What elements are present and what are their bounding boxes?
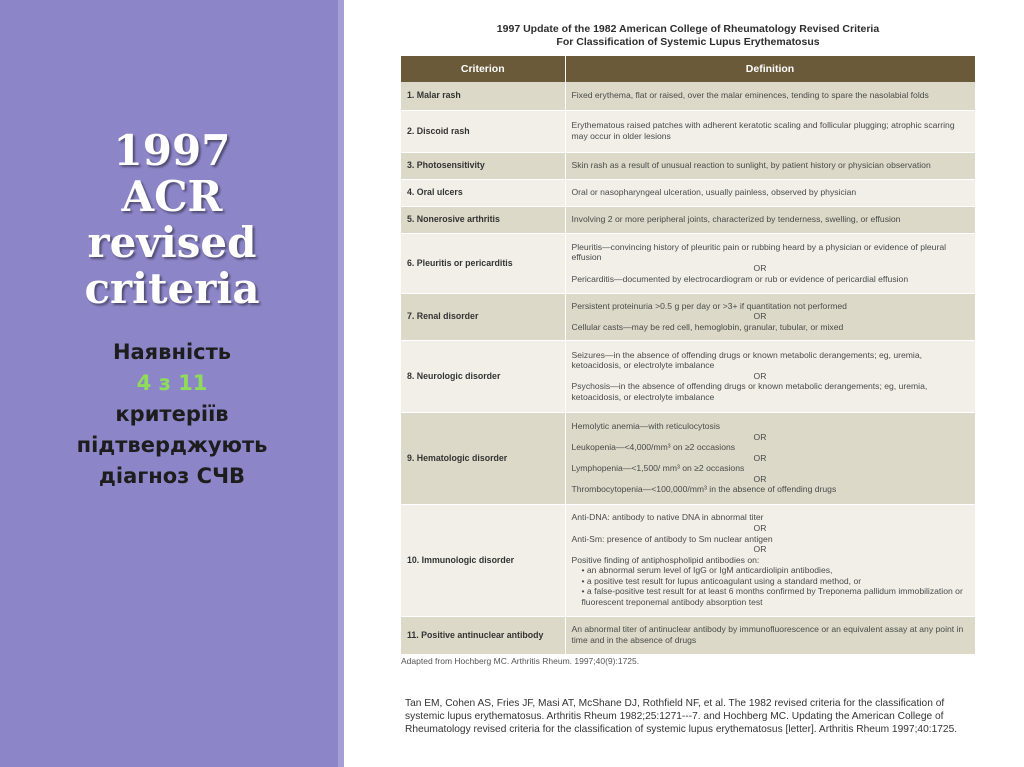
definition-line: • a false-positive test result for at least 6 months confirmed by Treponema pallidum immobilization or fluorescent treponemal antibody absorption test [581,586,963,608]
table-row [401,340,975,412]
definition-cell [565,340,975,412]
title-line: revised [87,218,257,267]
slide-title [0,128,344,312]
or-separator: OR [753,544,767,555]
table-source: Adapted from Hochberg MC. Arthritis Rheum. 1997;40(9):1725. [401,656,640,666]
table-row [401,504,975,616]
criterion-cell: 2. Discoid rash [401,110,565,152]
subtitle-line: Наявність [112,340,232,364]
definition-line: Pleuritis—convincing history of pleuritic pain or rubbing heard by a physician or evidence of pleural effusion [571,241,947,263]
or-separator: OR [753,370,767,381]
table-row [401,412,975,504]
or-separator: OR [753,473,767,484]
definition-line: Thrombocytopenia—<100,000/mm³ in the absence of offending drugs [571,484,837,495]
criteria-table-body [401,82,975,654]
criterion-header: Criterion [401,56,565,82]
or-separator: OR [753,263,767,273]
definition-line: An abnormal titer of antinuclear antibody by immunofluorescence or an equivalent assay at any point in time and in the absence of drugs [571,624,964,645]
criterion-cell: 8. Neurologic disorder [401,340,565,412]
definition-line: Oral or nasopharyngeal ulceration, usually painless, observed by physician [571,187,857,198]
definition-line: Psychosis—in the absence of offending drugs or known metabolic derangements; eg, uremia, ketoacidosis, or electrolyte imbalance [571,381,928,402]
definition-cell [565,179,975,206]
title-line: 1997 [113,126,231,175]
definition-line: Cellular casts—may be red cell, hemoglobin, granular, tubular, or mixed [571,321,844,332]
criterion-cell: 1. Malar rash [401,82,565,110]
definition-line: Persistent proteinuria >0.5 g per day or >3+ if quantitation not performed [571,300,847,311]
document-title-line: 1997 Update of the 1982 American College of Rheumatology Revised Criteria [496,23,880,35]
definition-cell [565,152,975,179]
definition-line: Fixed erythema, flat or raised, over the malar eminences, tending to spare the nasolabial folds [571,90,929,101]
definition-line: • an abnormal serum level of IgG or IgM anticardiolipin antibodies, [581,565,833,576]
criterion-cell: 3. Photosensitivity [401,152,565,179]
table-row [401,179,975,206]
subtitle-line: діагноз СЧВ [98,464,246,488]
definition-line: Leukopenia—<4,000/mm³ on ≥2 occasions [571,442,736,453]
definition-line: Skin rash as a result of unusual reaction to sunlight, by patient history or physician observation [571,160,931,171]
document-title [400,23,976,49]
table-row [401,616,975,654]
definition-header: Definition [565,56,975,82]
definition-line: Anti-Sm: presence of antibody to Sm nuclear antigen [571,533,773,544]
criterion-cell: 7. Renal disorder [401,293,565,340]
definition-cell [565,293,975,340]
definition-cell [565,110,975,152]
or-separator: OR [753,431,767,442]
definition-cell [565,206,975,233]
document-title-line: For Classification of Systemic Lupus Erythematosus [556,36,820,48]
criteria-table [401,56,976,655]
criterion-cell: 5. Nonerosive arthritis [401,206,565,233]
criterion-cell: 6. Pleuritis or pericarditis [401,233,565,293]
criterion-cell: 4. Oral ulcers [401,179,565,206]
or-separator: OR [753,311,767,322]
table-row [401,233,975,293]
or-separator: OR [753,452,767,463]
or-separator: OR [753,522,767,533]
title-line: criteria [84,264,260,313]
definition-line: Lymphopenia—<1,500/ mm³ on ≥2 occasions [571,463,745,474]
subtitle-line: підтверджують [76,433,268,457]
table-header-row [401,56,975,82]
definition-cell [565,412,975,504]
table-row [401,206,975,233]
definition-line: • a positive test result for lupus anticoagulant using a standard method, or [581,575,862,586]
slide-subtitle [0,337,344,492]
table-row [401,82,975,110]
reference-citation: Tan EM, Cohen AS, Fries JF, Masi AT, McShane DJ, Rothfield NF, et al. The 1982 revised criteria for the classification of systemic lupus erythematosus. Arthritis Rheum 1982;25:1271---7. and Hochberg MC. Updating the American College of Rheumatology revised criteria for the classification of systemic lupus erythematosus [letter]. Arthritis Rheum 1997;40:1725. [405,698,958,735]
criterion-cell: 10. Immunologic disorder [401,504,565,616]
title-line: ACR [121,172,223,221]
definition-line: Involving 2 or more peripheral joints, characterized by tenderness, swelling, or effusion [571,214,901,225]
definition-cell [565,616,975,654]
subtitle-highlight: 4 з 11 [136,371,208,395]
criterion-cell: 9. Hematologic disorder [401,412,565,504]
definition-cell [565,82,975,110]
table-row [401,152,975,179]
subtitle-line: критеріїв [115,402,229,426]
definition-cell [565,504,975,616]
definition-line: Pericarditis—documented by electrocardiogram or rub or evidence of pericardial effusion [571,273,909,284]
definition-line: Erythematous raised patches with adherent keratotic scaling and follicular plugging; atrophic scarring may occur in older lesions [571,120,955,141]
definition-line: Anti-DNA: antibody to native DNA in abnormal titer [571,512,764,523]
table-row [401,293,975,340]
definition-line: Positive finding of antiphospholipid antibodies on: [571,554,760,565]
definition-line: Hemolytic anemia—with reticulocytosis [571,420,721,431]
definition-line: Seizures—in the absence of offending drugs or known metabolic derangements; eg, uremia, ketoacidosis, or electrolyte imbalance [571,349,922,371]
definition-cell [565,233,975,293]
table-row [401,110,975,152]
criterion-cell: 11. Positive antinuclear antibody [401,616,565,654]
